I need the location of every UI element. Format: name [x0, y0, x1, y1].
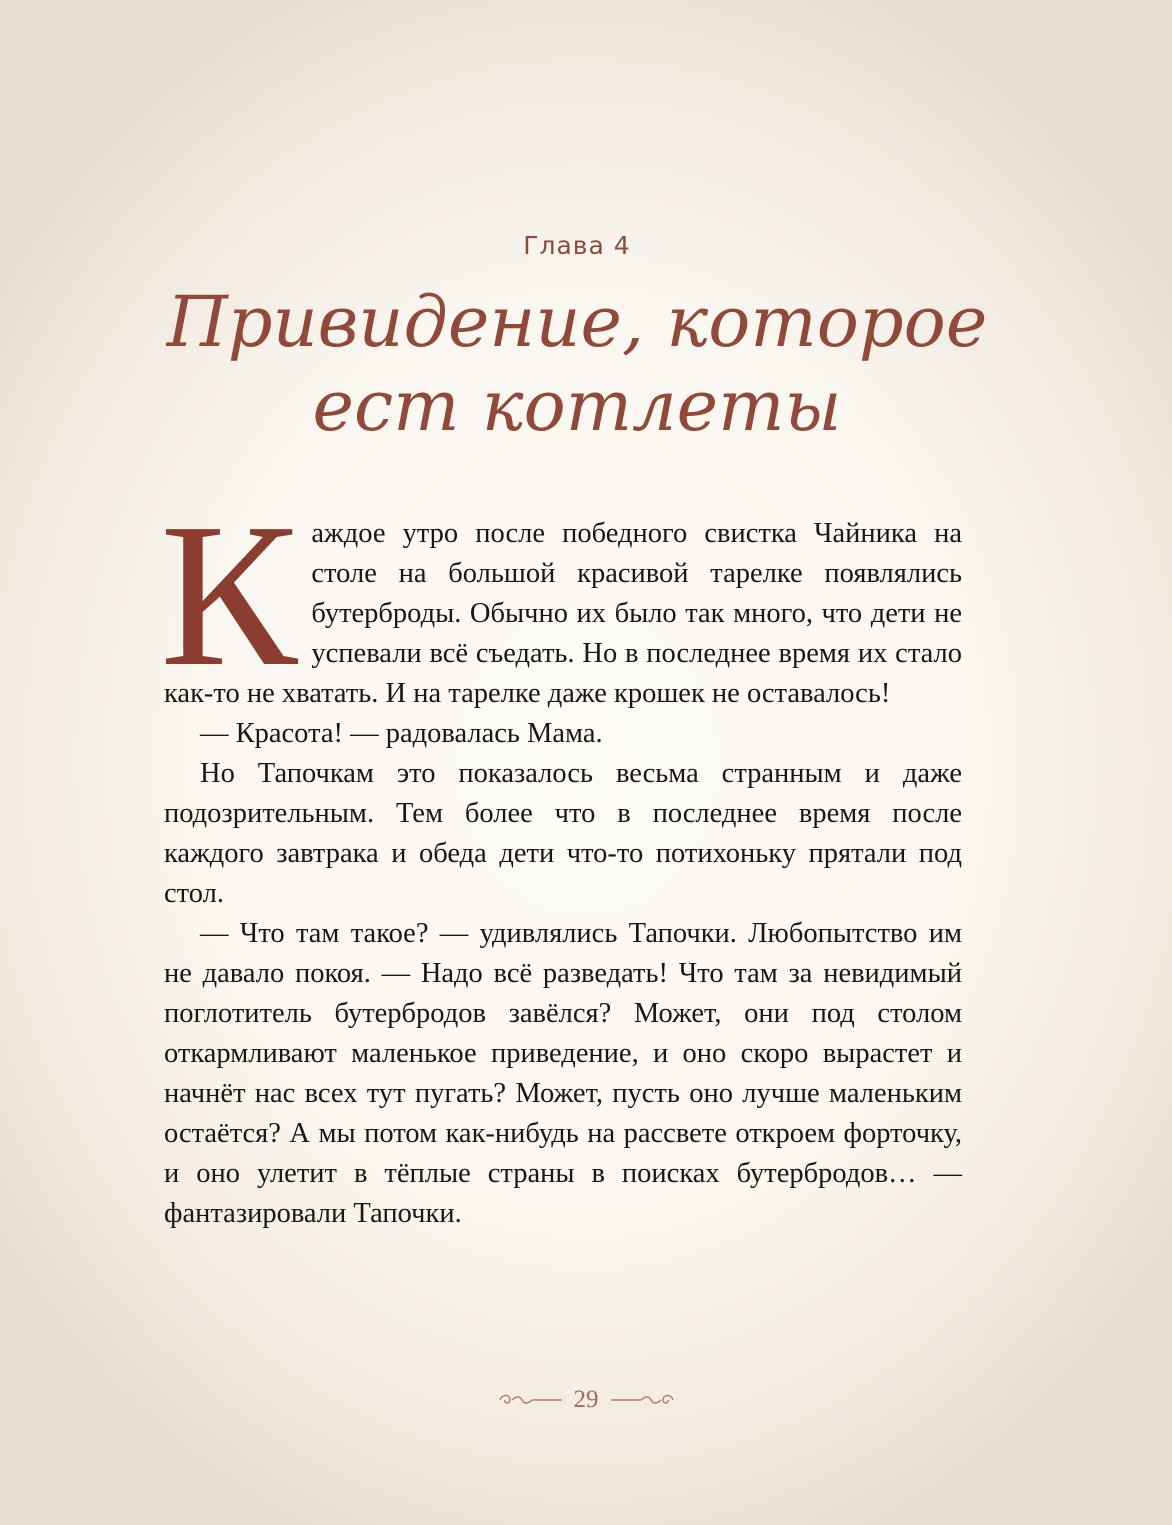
story-text [160, 480, 962, 1234]
right-flourish-ornament-icon [609, 1390, 675, 1410]
page-number: 29 [573, 1386, 599, 1413]
left-flourish-ornament-icon [498, 1390, 564, 1410]
paragraph-1 [160, 480, 962, 714]
paragraph-4: — Что там такое? — удивлялись Тапочки. Любопытство им не давало покоя. — Надо всё разведать! Что там за невидимый поглотитель бутербродов завёлся? Может, они под столом откармливают маленькое приведение, и оно скоро вырастет и начнёт нас всех тут пугать? Может, пусть оно лучше маленьким остаётся? А мы потом как-нибудь на рассвете откроем форточку, и оно улетит в тёплые страны в поисках бутербродов… — фантазировали Тапочки. [164, 918, 962, 1229]
paragraph-2: — Красота! — радовалась Мама. [200, 718, 603, 749]
chapter-title-line-2: ест котлеты [312, 365, 842, 447]
chapter-label: Глава 4 [523, 231, 631, 260]
page-footer [0, 1382, 1172, 1418]
paragraph-3: Но Тапочкам это показалось весьма странным и даже подозрительным. Тем более что в последнее время после каждого завтрака и обеда дети что-то потихоньку прятали под стол. [164, 758, 962, 909]
chapter-title-line-1: Привидение, которое [166, 281, 988, 363]
paragraph-1-text: аждое утро после победного свистка Чайника на столе на большой красивой тарелке появлялись бутерброды. Обычно их было так много, что дети не успевали всё съедать. Но в последнее время их стало как-то не хватать. И на тарелке даже крошек не оставалось! [164, 518, 962, 709]
drop-cap-letter: К [160, 480, 298, 709]
chapter-title [150, 280, 1004, 448]
